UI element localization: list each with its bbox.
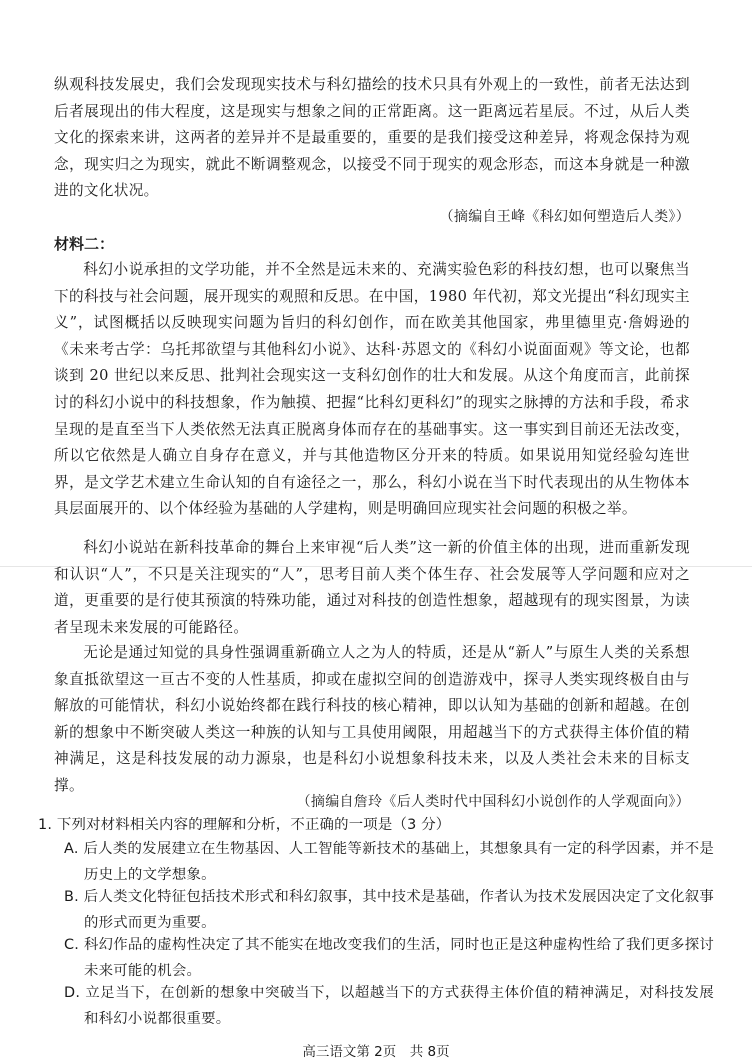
material-2-paragraph-2: 科幻小说站在新科技革命的舞台上来审视“后人类”这一新的价值主体的出现，进而重新发现和认识“人”，不只是关注现实的“人”，思考目前人类个体生存、社会发展等人学问题和应对之道，更重要的是行使其预演的特殊功能，通过对科技的创造性想象，超越现有的现实图景，为读者呈现未来发展的可能路径。: [54, 539, 690, 636]
question-1-option-c: C. 科幻作品的虚构性决定了其不能实在地改变我们的生活，同时也正是这种虚构性给了我们更多探讨未来可能的机会。: [64, 937, 714, 979]
top-paragraph: 纵观科技发展史，我们会发现现实技术与科幻描绘的技术只具有外观上的一致性，前者无法达到后者展现出的伟大程度，这是现实与想象之间的正常距离。这一距离远若星辰。不过，从后人类文化的探索来讲，这两者的差异并不是最重要的，重要的是我们接受这种差异，将观念保持为观念，现实归之为现实，就此不断调整观念，以接受不同于现实的观念形态，而这本身就是一种激进的文化状况。: [54, 76, 690, 200]
page-footer: 高三语文第 2页 共 8页: [302, 1044, 450, 1060]
question-1-stem: 1. 下列对材料相关内容的理解和分析，不正确的一项是（3 分）: [38, 817, 451, 833]
question-1-option-b: B. 后人类文化特征包括技术形式和科幻叙事，其中技术是基础，作者认为技术发展因决定了文化叙事的形式而更为重要。: [64, 889, 714, 931]
material-2-paragraph-3: 无论是通过知觉的具身性强调重新确立人之为人的特质，还是从“新人”与原生人类的关系想象直抵欲望这一亘古不变的人性基质，抑或在虚拟空间的创造游戏中，探寻人类实现终极自由与解放的可能情状，科幻小说始终都在践行科技的核心精神，即以认知为基础的创新和超越。在创新的想象中不断突破人类这一种族的认知与工具使用阈限，用超越当下的方式获得主体价值的精神满足，这是科技发展的动力源泉，也是科幻小说想象科技未来，以及人类社会未来的目标支撑。: [54, 644, 690, 794]
material-2-paragraph-1: 科幻小说承担的文学功能，并不全然是远未来的、充满实验色彩的科技幻想，也可以聚焦当下的科技与社会问题，展开现实的观照和反思。在中国，1980 年代初，郑文光提出“科幻现实主义”，试图概括以反映现实问题为旨归的科幻创作，而在欧美其他国家，弗里德里克·詹姆逊的《未来考古学：乌托邦欲望与其他科幻小说》、达科·苏恩文的《科幻小说面面观》等文论，也都谈到 20 世纪以来反思、批判社会现实这一支科幻创作的壮大和发展。从这个角度而言，此前探讨的科幻小说中的科技想象，作为触摸、把握“比科幻更科幻”的现实之脉搏的方法和手段，希求呈现的是直至当下人类依然无法真正脱离身体而存在的基础事实。这一事实到目前还无法改变，所以它依然是人确立自身存在意义，并与其他造物区分开来的特质。如果说用知觉经验勾连世界，是文学艺术建立生命认知的自有途径之一，那么，科幻小说在当下时代表现出的从生物体本具层面展开的、以个体经验为基础的人学建构，则是明确回应现实社会问题的积极之举。: [54, 261, 690, 518]
material-2-heading: 材料二：: [54, 235, 115, 253]
source-citation-2: （摘编自詹玲《后人类时代中国科幻小说创作的人学观面向》）: [296, 794, 690, 810]
source-citation-1: （摘编自王峰《科幻如何塑造后人类》）: [439, 209, 690, 225]
question-1-option-a: A. 后人类的发展建立在生物基因、人工智能等新技术的基础上，其想象具有一定的科学因素，并不是历史上的文学想象。: [64, 841, 714, 883]
question-1-option-d: D. 立足当下，在创新的想象中突破当下，以超越当下的方式获得主体价值的精神满足，对科技发展和科幻小说都很重要。: [64, 985, 714, 1027]
